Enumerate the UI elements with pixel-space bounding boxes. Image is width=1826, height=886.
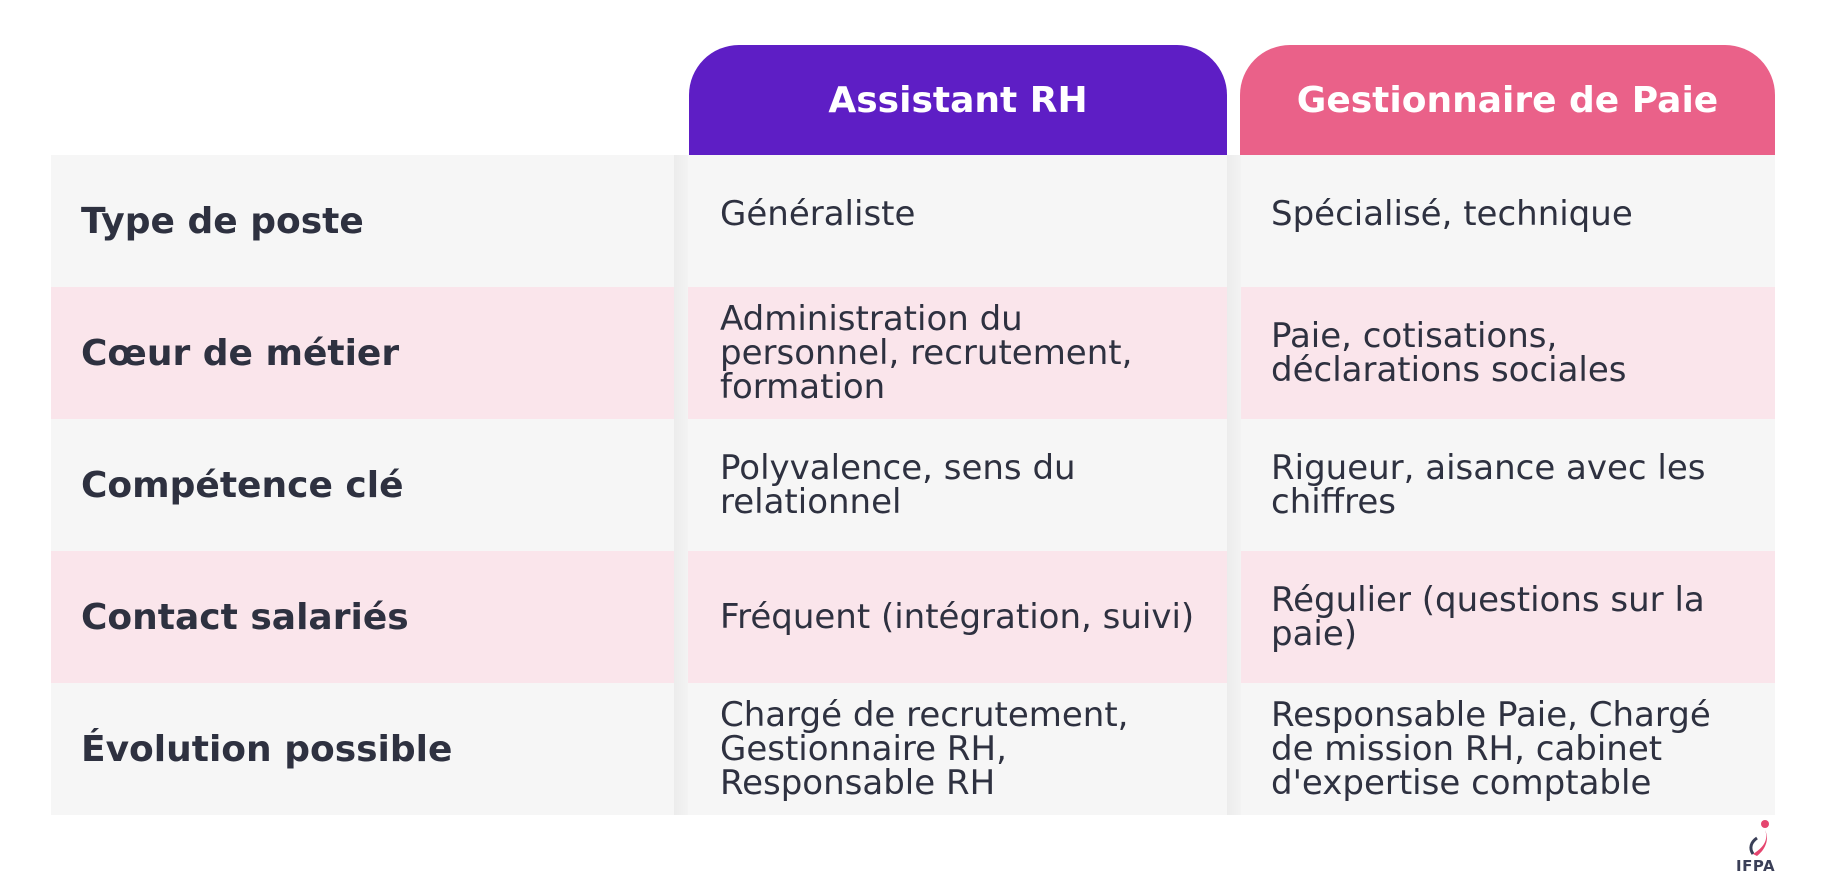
- cell-text: Paie, cotisations, déclarations sociales: [1271, 316, 1627, 390]
- cell-gestionnaire-paie: [1240, 551, 1775, 683]
- table-row: [51, 551, 1775, 683]
- cell-assistant-rh: [689, 551, 1227, 683]
- row-label: Cœur de métier: [81, 332, 400, 374]
- comparison-table: [51, 155, 1775, 815]
- cell-assistant-rh: [689, 155, 1227, 287]
- cell-text: Chargé de recrutement, Gestionnaire RH, Responsable RH: [720, 695, 1129, 803]
- table-row: [51, 287, 1775, 419]
- cell-gestionnaire-paie: [1240, 155, 1775, 287]
- cell-text: Rigueur, aisance avec les chiffres: [1271, 448, 1706, 522]
- column-header-assistant-rh: [689, 45, 1227, 155]
- cell-text: Fréquent (intégration, suivi): [720, 597, 1195, 637]
- cell-text: Généraliste: [720, 194, 916, 234]
- column-header-label: Assistant RH: [828, 79, 1088, 121]
- table-row: [51, 683, 1775, 815]
- ifpa-logo-text: IFPA: [1736, 857, 1776, 875]
- row-label: Compétence clé: [81, 464, 404, 506]
- cell-assistant-rh: [689, 683, 1227, 815]
- cell-assistant-rh: [689, 287, 1227, 419]
- row-label: Évolution possible: [81, 728, 453, 770]
- cell-gestionnaire-paie: [1240, 683, 1775, 815]
- row-label: Contact salariés: [81, 596, 409, 638]
- cell-gestionnaire-paie: [1240, 287, 1775, 419]
- cell-assistant-rh: [689, 419, 1227, 551]
- column-header-label: Gestionnaire de Paie: [1296, 79, 1719, 121]
- column-separator: [674, 155, 688, 815]
- cell-gestionnaire-paie: [1240, 419, 1775, 551]
- row-label: Type de poste: [81, 200, 364, 242]
- cell-text: Administration du personnel, recrutement, formation: [720, 299, 1133, 407]
- cell-text: Spécialisé, technique: [1271, 194, 1633, 234]
- table-row: [51, 419, 1775, 551]
- cell-text: Responsable Paie, Chargé de mission RH, cabinet d'expertise comptable: [1271, 695, 1711, 803]
- column-header-gestionnaire-paie: [1240, 45, 1775, 155]
- table-row: [51, 155, 1775, 287]
- cell-text: Polyvalence, sens du relationnel: [720, 448, 1076, 522]
- column-separator: [1227, 155, 1241, 815]
- cell-text: Régulier (questions sur la paie): [1271, 580, 1705, 654]
